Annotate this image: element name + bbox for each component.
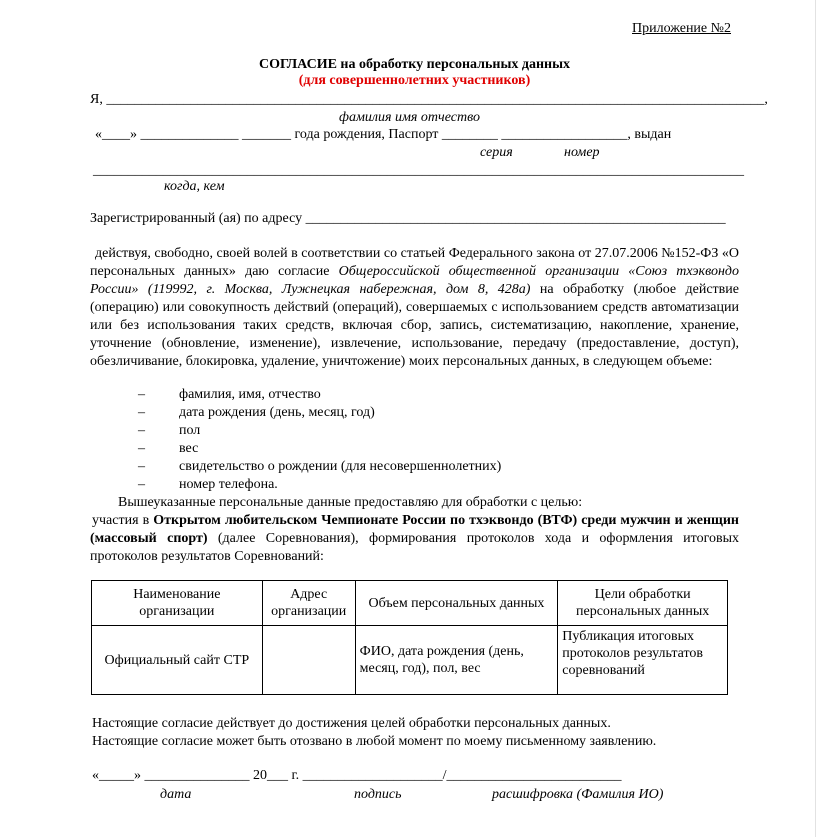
list-dash: – [138, 405, 145, 420]
name-line: Я, ______________________________________________________________________________________________, [90, 92, 768, 107]
event-name: Открытом любительском Чемпионате России по тхэквондо (ВТФ) среди мужчин и женщин (массовый спорт) [90, 513, 739, 546]
validity-line-1: Настоящие согласие действует до достижения целей обработки персональных данных. [92, 716, 611, 731]
cell-org-name: Официальный сайт СТР [92, 626, 263, 695]
purpose-paragraph [90, 512, 739, 566]
list-dash: – [138, 423, 145, 438]
cell-org-address [262, 626, 355, 695]
list-item: номер телефона. [179, 477, 278, 492]
signature-line: «_____» _______________ 20___ г. ____________________/_________________________ [92, 768, 622, 783]
issued-line: _____________________________________________________________________________________________ [93, 163, 744, 178]
header-org-address: Адрес организации [262, 581, 355, 626]
cell-data-scope: ФИО, дата рождения (день, месяц, год), пол, вес [355, 626, 558, 695]
list-dash: – [138, 387, 145, 402]
purpose-intro: Вышеуказанные персональные данные предоставляю для обработки с целью: [118, 495, 583, 510]
list-item: вес [179, 441, 199, 456]
document-subtitle: (для совершеннолетних участников) [298, 73, 531, 88]
birth-passport-line: «____» ______________ _______ года рождения, Паспорт ________ __________________, выдан [95, 127, 672, 142]
consent-text-1: действуя, свободно, своей волей в соответствии со статьей Федерального закона от 27.07.2006 №152-ФЗ «О персональных данных» даю согласие [90, 246, 739, 279]
table-header-row [92, 581, 728, 626]
consent-paragraph [90, 245, 739, 371]
page-edge [815, 0, 816, 837]
document-title: СОГЛАСИЕ на обработку персональных данных [258, 57, 571, 72]
list-item: пол [179, 423, 201, 438]
purpose-text-1: участия в [92, 513, 154, 528]
header-purpose: Цели обработки персональных данных [558, 581, 728, 626]
list-item: дата рождения (день, месяц, год) [179, 405, 375, 420]
list-item: свидетельство о рождении (для несовершеннолетних) [179, 459, 502, 474]
header-data-scope: Объем персональных данных [355, 581, 558, 626]
organization-name: Общероссийской общественной организации «Союз тхэквондо России» (119992, г. Москва, Лужнецкая набережная, дом 8, 428а) [90, 264, 739, 297]
hint-number: номер [564, 145, 600, 160]
hint-when: когда, кем [164, 179, 225, 194]
hint-signature: подпись [354, 787, 402, 802]
hint-decode: расшифровка (Фамилия ИО) [492, 787, 664, 802]
purpose-text-2: (далее Соревнования), формирования протоколов хода и оформления итоговых протоколов результатов Соревнований: [90, 531, 739, 564]
appendix-label: Приложение №2 [632, 21, 731, 36]
hint-fio: фамилия имя отчество [339, 110, 480, 125]
list-dash: – [138, 459, 145, 474]
processing-table [91, 580, 728, 695]
address-line: Зарегистрированный (ая) по адресу ____________________________________________________________ [90, 211, 726, 226]
hint-series: серия [480, 145, 513, 160]
hint-date: дата [160, 787, 192, 802]
consent-text-2: на обработку (любое действие (операцию) или совокупность действий (операций), совершаемых с использованием средств автоматизации или без использования таких средств, включая сбор, запись, систематизацию, накопление, хранение, уточнение (обновление, изменение), извлечение, использование, передачу (предоставление, доступ), обезличивание, блокировка, удаление, уничтожение) моих персональных данных, в следующем объеме: [90, 282, 739, 369]
table-row [92, 626, 728, 695]
header-org-name: Наименование организации [92, 581, 263, 626]
validity-line-2: Настоящие согласие может быть отозвано в любой момент по моему письменному заявлению. [92, 734, 657, 749]
list-item: фамилия, имя, отчество [179, 387, 321, 402]
list-dash: – [138, 477, 145, 492]
cell-purpose: Публикация итоговых протоколов результатов соревнований [558, 626, 728, 695]
list-dash: – [138, 441, 145, 456]
